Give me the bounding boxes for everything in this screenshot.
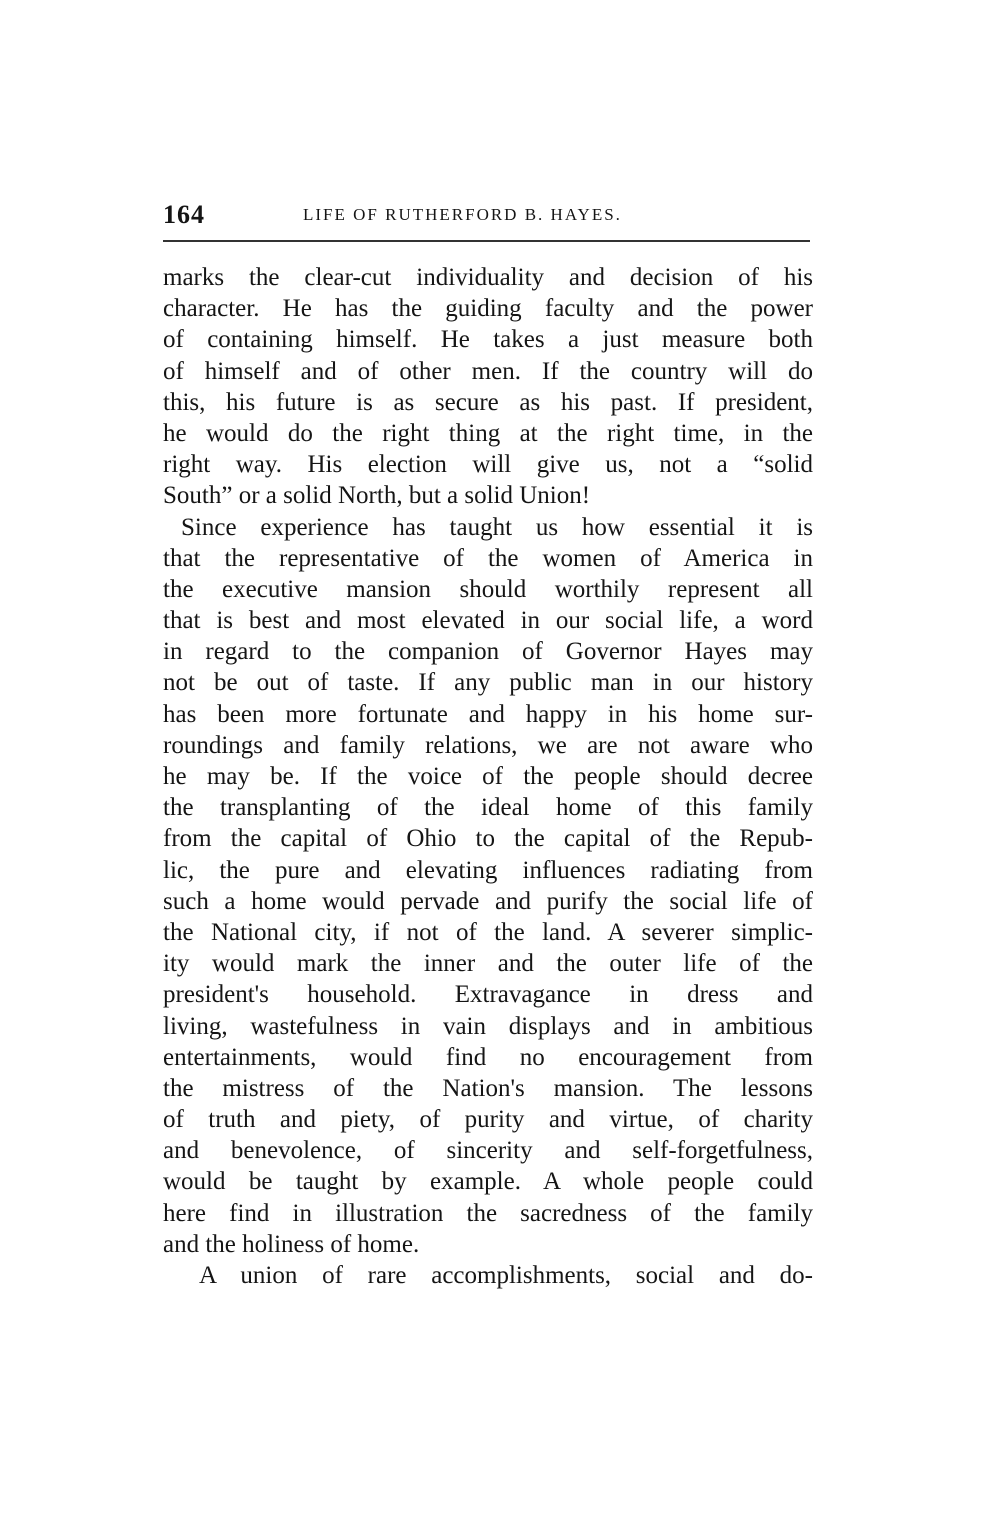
running-head: LIFE OF RUTHERFORD B. HAYES.	[303, 205, 622, 224]
text-line: would be taught by example. A whole people could	[163, 1168, 813, 1196]
text-line: the executive mansion should worthily represent all	[163, 575, 813, 603]
text-line: roundings and family relations, we are not aware who	[163, 731, 813, 759]
page-number: 164	[163, 200, 205, 229]
page-header	[163, 200, 813, 234]
text-line: in regard to the companion of Governor Hayes may	[163, 638, 813, 666]
text-line: that the representative of the women of America in	[163, 544, 813, 572]
text-line: living, wastefulness in vain displays and in ambitious	[163, 1012, 813, 1040]
text-line: the National city, if not of the land. A severer simplic-	[163, 918, 813, 946]
paragraph-start-line: A union of rare accomplishments, social and do-	[199, 1262, 813, 1289]
text-line: of containing himself. He takes a just measure both	[163, 326, 813, 354]
text-line: the transplanting of the ideal home of this family	[163, 794, 813, 822]
text-line: and the holiness of home.	[163, 1230, 420, 1258]
text-line: of truth and piety, of purity and virtue, of charity	[163, 1106, 813, 1134]
text-line: that is best and most elevated in our social life, a word	[163, 607, 813, 635]
text-line: not be out of taste. If any public man in our history	[163, 669, 813, 697]
text-line: he may be. If the voice of the people should decree	[163, 763, 813, 790]
text-line: character. He has the guiding faculty and the power	[163, 295, 813, 323]
text-line: lic, the pure and elevating influences radiating from	[163, 856, 813, 884]
text-line: here find in illustration the sacredness of the family	[163, 1199, 813, 1227]
text-line: of himself and of other men. If the country will do	[163, 357, 813, 385]
text-line: ity would mark the inner and the outer life of the	[163, 950, 813, 978]
text-line: this, his future is as secure as his past. If president,	[163, 388, 813, 416]
text-line: president's household. Extravagance in dress and	[163, 981, 813, 1009]
text-line: marks the clear-cut individuality and decision of his	[163, 264, 813, 291]
text-line: the mistress of the Nation's mansion. The lessons	[163, 1074, 813, 1102]
text-line: South” or a solid North, but a solid Union!	[163, 482, 591, 510]
paragraph-start-line: Since experience has taught us how essential it is	[181, 513, 813, 541]
text-line: and benevolence, of sincerity and self-forgetfulness,	[163, 1137, 813, 1165]
text-line: has been more fortunate and happy in his home sur-	[163, 700, 813, 728]
text-line: such a home would pervade and purify the social life of	[163, 887, 813, 915]
text-line: he would do the right thing at the right time, in the	[163, 419, 813, 447]
text-line: right way. His election will give us, not a “solid	[163, 451, 813, 479]
text-line: from the capital of Ohio to the capital of the Repub-	[163, 825, 813, 853]
body-text	[163, 262, 813, 1291]
header-rule	[163, 240, 810, 242]
text-line: entertainments, would find no encouragement from	[163, 1043, 813, 1071]
